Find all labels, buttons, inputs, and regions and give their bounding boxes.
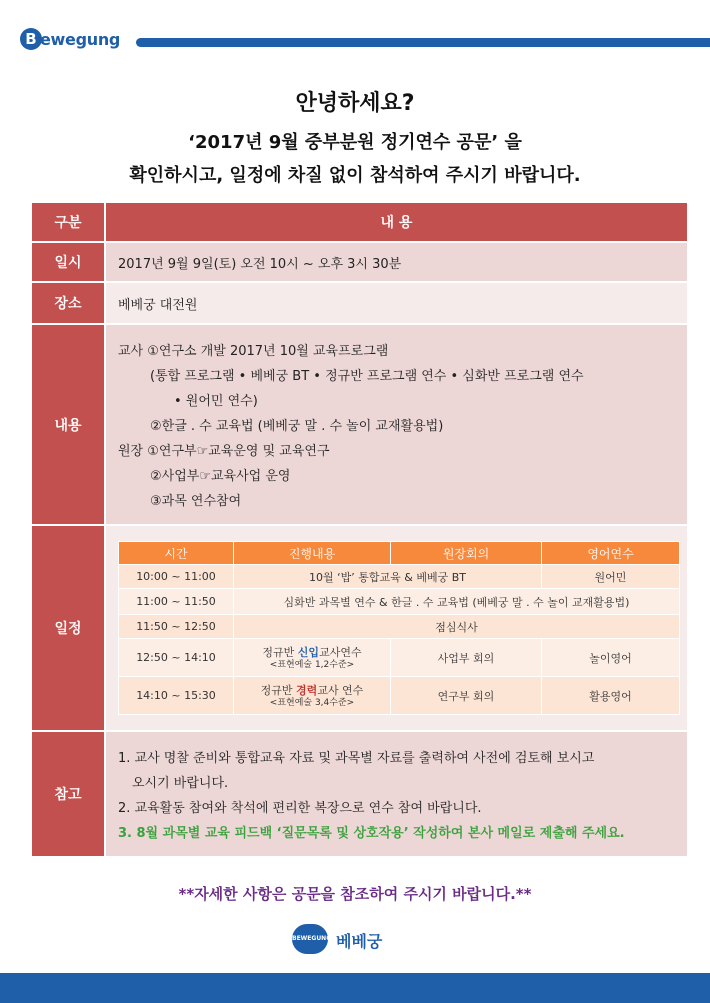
footer-logo: [292, 924, 432, 958]
content-line: ③과목 연수참여: [150, 494, 242, 509]
schedule-row: [119, 677, 680, 715]
note-line-highlight: 3. 8월 과목별 교육 피드백 ‘질문목록 및 상호작용’ 작성하여 본사 메일로 제출해 주세요.: [118, 826, 625, 841]
header-bar: [136, 38, 710, 47]
schedule-content-pre: 정규반: [260, 684, 297, 697]
row-place: [31, 282, 688, 324]
schedule-content-sub: <표현예술 1,2수준>: [269, 660, 355, 670]
content-line: ②한글 . 수 교육법 (베베궁 말 . 수 놀이 교재활용법): [150, 419, 444, 434]
content-line: 원장 ①연구부☞교육운영 및 교육연구: [118, 444, 330, 459]
footer-logo-mark: BEWEGUNG: [292, 924, 328, 954]
schedule-content: [234, 677, 391, 715]
label-content: 내용: [31, 324, 105, 525]
logo-mark: B: [20, 28, 42, 50]
schedule-row: [119, 589, 680, 615]
notice-subtitle: 확인하시고, 일정에 차질 없이 참석하여 주시기 바랍니다.: [129, 165, 581, 186]
schedule-english: 놀이영어: [542, 639, 680, 677]
footer-logo-text: 베베궁: [336, 932, 383, 951]
content-line: 교사 ①연구소 개발 2017년 10월 교육프로그램: [118, 344, 389, 359]
schedule-meeting: 연구부 회의: [391, 677, 542, 715]
row-notes: [31, 731, 688, 857]
logo-text: ewegung: [40, 30, 121, 49]
content-line: ②사업부☞교육사업 운영: [150, 469, 291, 484]
header-content: 내 용: [105, 202, 688, 242]
schedule-english: 원어민: [542, 565, 680, 589]
table-header-row: [31, 202, 688, 242]
value-notes: [105, 731, 688, 857]
schedule-english: 활용영어: [542, 677, 680, 715]
schedule-row: [119, 639, 680, 677]
schedule-col-english: 영어연수: [542, 542, 680, 565]
content-line: (통합 프로그램 • 베베궁 BT • 정규반 프로그램 연수 • 심화반 프로그램 연수: [150, 369, 584, 384]
schedule-col-meeting: 원장회의: [391, 542, 542, 565]
schedule-content-post: 교사 연수: [317, 684, 364, 697]
schedule-content-highlight: 경력: [296, 684, 318, 697]
notice-title: ‘2017년 9월 중부분원 정기연수 공문’ 을: [188, 132, 522, 153]
bewegung-logo: [20, 26, 130, 54]
schedule-time: 12:50 ~ 14:10: [119, 639, 234, 677]
label-place: 장소: [31, 282, 105, 324]
schedule-content: 점심식사: [234, 615, 680, 639]
schedule-col-time: 시간: [119, 542, 234, 565]
schedule-time: 14:10 ~ 15:30: [119, 677, 234, 715]
schedule-content-highlight: 신입: [297, 646, 320, 659]
schedule-content-pre: 정규반: [262, 646, 298, 659]
row-schedule: [31, 525, 688, 731]
footer-note: **자세한 사항은 공문을 참조하여 주시기 바랍니다.**: [178, 885, 532, 903]
schedule-header-row: [119, 542, 680, 565]
schedule-time: 11:50 ~ 12:50: [119, 615, 234, 639]
info-table: [30, 201, 689, 858]
value-date: 2017년 9월 9일(토) 오전 10시 ~ 오후 3시 30분: [105, 242, 688, 282]
value-schedule: [105, 525, 688, 731]
row-date: [31, 242, 688, 282]
label-notes: 참고: [31, 731, 105, 857]
note-line: 2. 교육활동 참여와 착석에 편리한 복장으로 연수 참여 바랍니다.: [118, 801, 482, 816]
schedule-content: 10월 ‘밥’ 통합교육 & 베베궁 BT: [234, 565, 542, 589]
footer-bar: [0, 973, 710, 1003]
note-line: 오시기 바랍니다.: [132, 776, 229, 791]
value-place: 베베궁 대전원: [105, 282, 688, 324]
schedule-row: [119, 565, 680, 589]
row-content: [31, 324, 688, 525]
schedule-time: 11:00 ~ 11:50: [119, 589, 234, 615]
schedule-content: [234, 639, 391, 677]
schedule-table: [118, 541, 680, 715]
schedule-col-content: 진행내용: [234, 542, 391, 565]
schedule-row: [119, 615, 680, 639]
schedule-content: 심화반 과목별 연수 & 한글 . 수 교육법 (베베궁 말 . 수 놀이 교재활용법): [234, 589, 680, 615]
header-category: 구분: [31, 202, 105, 242]
schedule-meeting: 사업부 회의: [391, 639, 542, 677]
note-line: 1. 교사 명찰 준비와 통합교육 자료 및 과목별 자료를 출력하여 사전에 검토해 보시고: [118, 751, 595, 766]
greeting-heading: 안녕하세요?: [295, 91, 415, 116]
content-line: • 원어민 연수): [174, 394, 258, 409]
schedule-content-sub: <표현예술 3,4수준>: [269, 698, 355, 708]
label-date: 일시: [31, 242, 105, 282]
label-schedule: 일정: [31, 525, 105, 731]
value-content: [105, 324, 688, 525]
schedule-content-post: 교사연수: [319, 646, 362, 659]
schedule-time: 10:00 ~ 11:00: [119, 565, 234, 589]
